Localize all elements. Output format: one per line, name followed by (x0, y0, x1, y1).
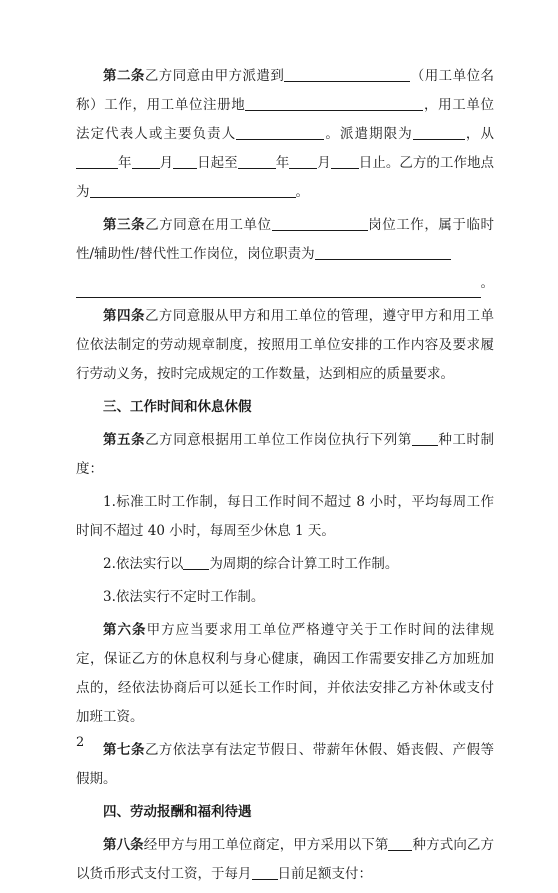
blank-payment-method[interactable] (388, 836, 412, 851)
article-5-item-3: 3.依法实行不定时工作制。 (103, 589, 265, 605)
article-8-label: 第八条 (103, 837, 144, 853)
article-5-item-2: 2.依法实行以 为周期的综合计算工时工作制。 (103, 556, 399, 572)
article-7: 第七条乙方依法享有法定节假日、带薪年休假、婚丧假、产假等假期。 (76, 742, 495, 787)
article-5-item-1: 1.标准工时工作制，每日工作时间不超过 8 小时，平均每周工作时间不超过 40 小时，每周至少休息 1 天。 (76, 494, 494, 539)
section-4-title: 四、劳动报酬和福利待遇 (103, 804, 252, 820)
blank-start-year[interactable] (76, 154, 118, 169)
blank-registered-address[interactable] (245, 96, 423, 111)
blank-end-day[interactable] (331, 154, 359, 169)
blank-start-day[interactable] (173, 154, 197, 169)
blank-work-location[interactable] (90, 183, 296, 198)
blank-position[interactable] (272, 216, 368, 231)
blank-duties[interactable] (315, 245, 451, 260)
page-number: 2 (76, 735, 85, 750)
blank-cycle[interactable] (183, 555, 209, 570)
blank-legal-representative[interactable] (236, 125, 324, 140)
blank-end-year[interactable] (238, 154, 276, 169)
blank-user-unit[interactable] (284, 67, 410, 82)
article-2-label: 第二条 (103, 68, 145, 84)
article-2: 第二条乙方同意由甲方派遣到 （用工单位名称）工作，用工单位注册地 ，用工单位法定代表人或主要负责人 。派遣期限为 ，从年 月 日起至 年 月 日止。乙方的工作地点为 。 (76, 68, 495, 200)
article-6-label: 第六条 (103, 622, 147, 638)
article-5: 第五条乙方同意根据用工单位工作岗位执行下列第 种工时制度： (76, 432, 495, 477)
blank-start-month[interactable] (132, 154, 160, 169)
article-5-label: 第五条 (103, 432, 146, 448)
blank-pay-day[interactable] (252, 865, 278, 880)
document-page (76, 62, 494, 893)
section-3-title: 三、工作时间和休息休假 (103, 399, 252, 415)
blank-dispatch-period[interactable] (413, 125, 465, 140)
article-3: 第三条乙方同意在用工单位 岗位工作，属于临时性/辅助性/替代性工作岗位，岗位职责为 (76, 217, 495, 262)
blank-end-month[interactable] (289, 154, 317, 169)
article-7-label: 第七条 (103, 742, 145, 758)
article-8: 第八条经甲方与用工单位商定，甲方采用以下第 种方式向乙方以货币形式支付工资，于每月 日前足额支付： (76, 837, 495, 882)
blank-work-hour-system[interactable] (412, 431, 438, 446)
article-4-label: 第四条 (103, 308, 145, 324)
article-3-duties-line: 。 (76, 269, 494, 298)
article-3-label: 第三条 (103, 217, 146, 233)
article-4: 第四条乙方同意服从甲方和用工单位的管理，遵守甲方和用工单位依法制定的劳动规章制度，按照用工单位安排的工作内容及要求履行劳动义务，按时完成规定的工作数量，达到相应的质量要求。 (76, 308, 495, 382)
article-6: 第六条甲方应当要求用工单位严格遵守关于工作时间的法律规定，保证乙方的休息权利与身心健康，确因工作需要安排乙方加班加点的，经依法协商后可以延长工作时间，并依法安排乙方补休或支付加班工资。 (76, 622, 495, 725)
blank-duties-continued[interactable] (76, 275, 481, 298)
